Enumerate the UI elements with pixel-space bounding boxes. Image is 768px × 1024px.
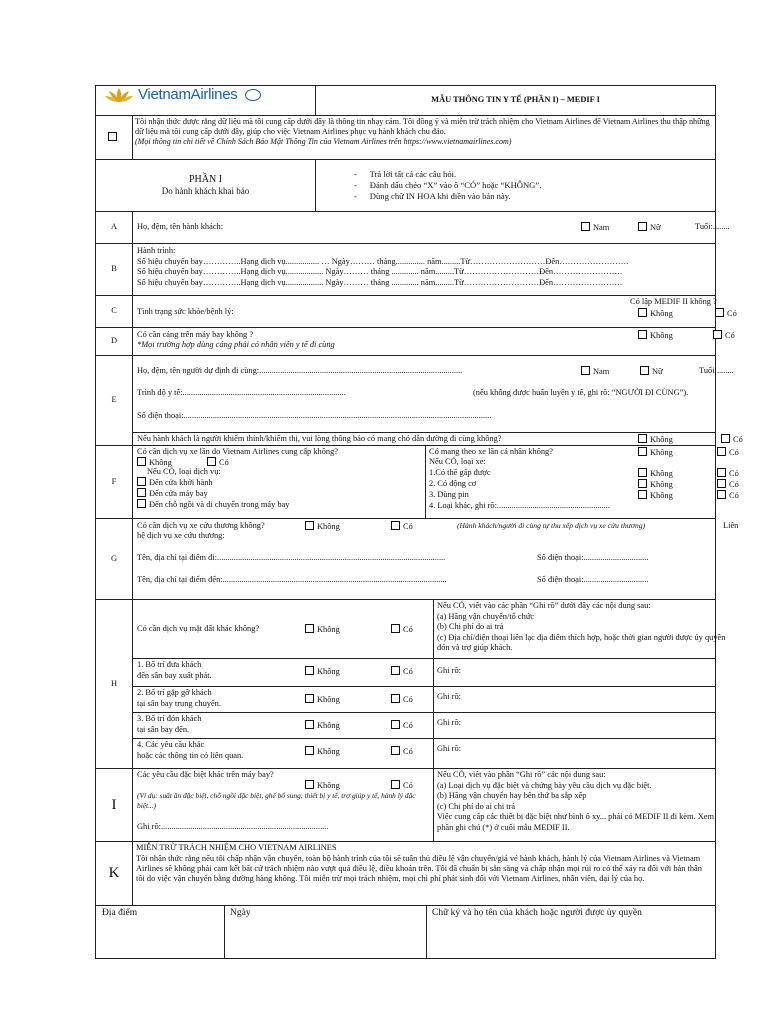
stretcher-no-checkbox[interactable]: [638, 330, 647, 339]
h-item-3-yes-checkbox[interactable]: [391, 720, 400, 729]
ambulance-question: Có cần dịch vụ xe cứu thương không?: [137, 521, 265, 530]
stretcher-yes-checkbox[interactable]: [713, 330, 722, 339]
health-condition-field[interactable]: Tình trạng sức khỏe/bệnh lý:: [137, 307, 234, 316]
section-d-label: D: [96, 328, 133, 356]
female-checkbox[interactable]: [638, 222, 647, 231]
ambulance-note: (Hành khách/người đi cùng tự thu xếp dịch vụ xe cứu thương): [457, 521, 646, 530]
ambulance-contact-label: hệ dịch vụ xe cứu thương:: [137, 531, 225, 540]
lotus-logo-icon: [104, 86, 134, 104]
ambulance-destination-phone[interactable]: Số điện thoại:...............................: [537, 575, 649, 584]
wheelchair-no-checkbox[interactable]: [137, 457, 146, 466]
section-b-label: B: [96, 244, 133, 296]
part1-title: PHẦN I: [188, 173, 223, 185]
part1-subtitle: Do hành khách khai báo: [161, 185, 250, 196]
ground-service-instructions: Nếu CÓ, viết vào các phần “Ghi rõ” dưới đây các nội dung sau: (a) Hãng vận chuyển/tổ chức (b) Chi phí do ai trả (c) Địa chỉ/điện thoại liên lạc địa điểm thích hợp, hoặc thời gian người được ủy quyền đón và trợ giúp khách.: [437, 601, 726, 653]
h-item-2-label: 2. Bố trí gặp gỡ khách tại sân bay trung chuyển.: [137, 688, 221, 708]
medif2-yes-checkbox[interactable]: [715, 308, 724, 317]
h-item-1-specify[interactable]: Ghi rõ:: [437, 666, 461, 675]
chair-foldable-label: 1.Có thể gấp được: [429, 468, 491, 477]
section-a-label: A: [96, 212, 133, 244]
motor-yes-checkbox[interactable]: [717, 479, 726, 488]
ground-service-no-checkbox[interactable]: [305, 624, 314, 633]
medif-form: [95, 85, 743, 957]
instruction-1: - Trả lời tất cả các câu hỏi.: [354, 169, 457, 179]
guide-dog-question: Nếu hành khách là người khiếm thính/khiếm thị, vui lòng thông báo có mang chó dẫn đường đi cùng không?: [137, 434, 502, 443]
skyteam-icon: [245, 89, 261, 101]
logo-text: VietnamAirlines: [138, 85, 238, 103]
foldable-yes-checkbox[interactable]: [717, 468, 726, 477]
guide-dog-no-checkbox[interactable]: [638, 434, 647, 443]
stretcher-question: Có cần cáng trên máy bay không ?: [137, 330, 254, 339]
h-item-3-specify[interactable]: Ghi rõ:: [437, 718, 461, 727]
battery-no-checkbox[interactable]: [638, 490, 647, 499]
special-request-yes-checkbox[interactable]: [391, 780, 400, 789]
itinerary-label: Hành trình:: [137, 246, 176, 255]
wheelchair-question: Có cần dịch vụ xe lăn do Vietnam Airlines cung cấp không?: [137, 447, 338, 456]
escort-male-checkbox[interactable]: [581, 366, 590, 375]
instruction-2: - Đánh dấu chéo “X” vào ô “CÓ” hoặc “KHÔNG”.: [354, 180, 542, 190]
flight-row-2[interactable]: Số hiệu chuyến bay…………..Hạng dịch vụ.................. Ngày……… tháng ............. năm.........Từ………………………Đến…………………….: [137, 267, 623, 277]
section-f-label: F: [96, 446, 133, 519]
special-request-specify[interactable]: Ghi rõ:................................................................................: [137, 822, 329, 831]
chair-motor-label: 2. Có động cơ: [429, 479, 477, 488]
male-checkbox[interactable]: [581, 222, 590, 231]
special-request-no-checkbox[interactable]: [305, 780, 314, 789]
escort-female-checkbox[interactable]: [640, 366, 649, 375]
section-e-label: E: [96, 356, 133, 446]
h-item-2-no-checkbox[interactable]: [305, 694, 314, 703]
h-item-2-yes-checkbox[interactable]: [391, 694, 400, 703]
own-wheelchair-question: Có mang theo xe lăn cá nhân không?: [429, 447, 553, 456]
h-item-2-specify[interactable]: Ghi rõ:: [437, 692, 461, 701]
section-h-label: H: [96, 600, 133, 769]
wheelchair-yes-checkbox[interactable]: [207, 457, 216, 466]
section-i-label: I: [96, 769, 133, 842]
guide-dog-yes-checkbox[interactable]: [721, 434, 730, 443]
medif2-no-checkbox[interactable]: [638, 308, 647, 317]
form-title: MẪU THÔNG TIN Y TẾ (PHẦN I) – MEDIF I: [316, 86, 716, 116]
special-request-question: Các yêu cầu đặc biệt khác trên máy bay?: [137, 770, 274, 779]
date-field[interactable]: Ngày: [230, 908, 251, 918]
section-k-label: K: [96, 842, 133, 906]
own-wheelchair-yes-checkbox[interactable]: [717, 447, 726, 456]
escort-name-field[interactable]: Họ, đệm, tên người dự định đi cùng:.................................................................................................: [137, 366, 463, 375]
special-request-instructions: Nếu CÓ, viết vào phần “Ghi rõ” các nội dung sau: (a) Loại dịch vụ đặc biệt và chứng bày yêu cầu dịch vụ đặc biệt. (b) Hãng vận chuyển hay bên thứ ba sắp xếp (c) Chi phí do ai chi trả Việc cung cấp các thiết bị đặc biệt như bình ô xy... phải có MEDIF II đi kèm. Xem phần ghi chú (*) ở cuối mẫu MEDIF II.: [437, 770, 714, 832]
h-item-1-yes-checkbox[interactable]: [391, 666, 400, 675]
instruction-3: - Dùng chữ IN HOA khi điền vào bản này.: [354, 191, 511, 201]
wheelchair-aircraft-door-checkbox[interactable]: [137, 488, 146, 497]
consent-text: Tôi nhận thức được rằng dữ liệu mà tôi cung cấp dưới đây là thông tin nhạy cảm. Tôi đồng ý và miễn trừ trách nhiệm cho Vietnam Airlines để Vietnam Airlines thu thập những dữ liệu mà tôi cung cấp dưới đây, giúp cho việc Vietnam Airlines phục vụ hành khách chu đáo.: [135, 117, 710, 136]
ground-service-yes-checkbox[interactable]: [391, 624, 400, 633]
age-field[interactable]: Tuổi:........: [695, 222, 730, 231]
battery-yes-checkbox[interactable]: [717, 490, 726, 499]
disclaimer-text: Tôi nhận thức rằng nếu tôi chấp nhận vận chuyển, toàn bộ hành trình của tôi sẽ tuân thủ điều lệ vận chuyển/giá vé hành khách, hành lý của Vietnam Airlines và Vietnam Airlines sẽ không phải cam kết bất cứ trách nhiệm nào vượt quá điều lệ, điều khoản trên. Tôi đã chuẩn bị sẵn sàng và chấp nhận mọi rủi ro có thể xảy ra đối với bản thân tôi do việc vận chuyển bằng đường hàng không. Tôi miễn trừ mọi trách nhiệm, mọi chi phí phát sinh đối với Vietnam Airlines, nhân viên, đại lý của họ.: [136, 853, 702, 884]
h-item-4-specify[interactable]: Ghi rõ:: [437, 744, 461, 753]
ambulance-destination-field[interactable]: Tên, địa chỉ tại điểm đến:...........................................................................................................: [137, 575, 447, 584]
h-item-4-yes-checkbox[interactable]: [391, 746, 400, 755]
consent-checkbox[interactable]: [108, 132, 117, 141]
section-c-label: C: [96, 296, 133, 328]
escort-age-field[interactable]: Tuổi:........: [699, 366, 734, 375]
ambulance-no-checkbox[interactable]: [305, 521, 314, 530]
wheelchair-seat-checkbox[interactable]: [137, 499, 146, 508]
passenger-name-field[interactable]: Họ, đệm, tên hành khách:: [137, 222, 224, 231]
h-item-4-label: 4. Các yêu cầu khác hoặc các thông tin có liên quan.: [137, 740, 244, 760]
consent-note: (Mọi thông tin chi tiết về Chính Sách Bảo Mật Thông Tin của Vietnam Airlines trên https://www.vietnamairlines.com): [135, 137, 512, 146]
qualification-note: (nếu không được huấn luyện y tế, ghi rõ: “NGƯỜI ĐI CÙNG”).: [473, 388, 689, 397]
place-field[interactable]: Địa điểm: [102, 908, 138, 918]
disclaimer-title: MIỄN TRỪ TRÁCH NHIỆM CHO VIETNAM AIRLINES: [136, 843, 337, 852]
h-item-1-label: 1. Bố trí đưa khách đến sân bay xuất phát.: [137, 660, 212, 680]
medical-qualification-field[interactable]: Trình độ y tế:..............................................................................: [137, 388, 346, 397]
h-item-3-label: 3. Bố trí đón khách tại sân bay đến.: [137, 714, 202, 734]
h-item-3-no-checkbox[interactable]: [305, 720, 314, 729]
stretcher-note: *Mọi trường hợp dùng cáng phải có nhân viên y tế đi cùng: [137, 340, 335, 349]
wheelchair-type-label: Nếu CÓ, loại dịch vụ:: [147, 467, 221, 476]
ground-service-question: Có cần dịch vụ mặt đất khác không?: [137, 624, 260, 633]
escort-phone-field[interactable]: Số điện thoại:...................................................................................................................................................: [137, 411, 492, 420]
form-table: VietnamAirlines MẪU THÔNG TIN Y TẾ (PHẦN I) – MEDIF I Tôi nhận thức được rằng dữ liệu mà tôi cung cấp dưới đây là thông tin nhạy cảm. Tôi đồng ý và miễn trừ trách nhiệm cho Vietnam Airlines để Vietnam Airlines thu thập những dữ liệu mà tôi cung cấp dưới đây, giúp cho việc Vietnam Airlines phục vụ hành khách chu đáo. (Mọi thông tin chi tiết về Chính Sách Bảo Mật Thông Tin của Vietnam Airlines trên https://www.vietnamairlines.com) PHẦN I Do hành khách khai báo - Trả lời tất cả các câu hỏi. - Đánh dấu chéo “X” vào ô “CÓ” hoặc “KHÔNG”. - Dùng chữ IN HOA khi điền vào bản này. A Họ, đệm, tên hành khách: Nam Nữ Tuổi:........ B Hành trình: Số hiệu chuyến bay…………..Hạng dịch vụ................ … Ngày……… tháng.............. năm.........Từ………………………Đến……………………. Số hiệu chuyến bay…………..Hạng dịch vụ.................. Ngày……… tháng ............. năm.........Từ………………………Đến……………………. Số hiệu chuyến bay…………..Hạng dịch vụ.................. Ngày……… tháng ............. năm.........Từ………………………Đến……………………. C Tình trạng sức khỏe/bệnh lý: Có lập MEDIF II không ? Không Có D Có cần cáng trên máy bay không ? *Mọi trường hợp dùng cáng phải có nhân viên y tế đi cùng Không Có E Họ, đệm, tên người dự định đi cùng:................................................................................................. Nam Nữ Tuổi:........ Trình độ y tế:.............................................................................. (nếu không được huấn luyện y tế, ghi rõ: “NGƯỜI ĐI CÙNG”). Số điện thoại:................................................................................................................................................... Nếu hành khách là người khiếm thính/khiếm thị, vui lòng thông báo có mang chó dẫn đường đi cùng không? Không Có F Có cần dịch vụ xe lăn do Vietnam Airlines cung cấp không? Không Có Nếu CÓ, loại dịch vụ: Đến cửa khởi hành Đến cửa máy bay Đến chỗ ngồi và di chuyển trong máy bay Có mang theo xe lăn cá nhân không? Không Có Nếu CÓ, loại xe: 1.Có thể gấp được Không Có 2. Có động cơ Không Có 3. Dùng pin Không Có 4. Loại khác, ghi rõ:...................................................... G Có cần dịch vụ xe cứu thương không? Không Có (Hành khách/người đi cùng tự thu xếp dịch vụ xe cứu thương) Liên hệ dịch vụ xe cứu thương: Tên, địa chỉ tại điểm đi:............................................................................................................. Số điện thoại:............................... Tên, địa chỉ tại điểm đến:........................................................................................................... Số điện thoại:............................... H Có cần dịch vụ mặt đất khác không? Không Có Nếu CÓ, viết vào các phần “Ghi rõ” dưới đây các nội dung sau: (a) Hãng vận chuyển/tổ chức (b) Chi phí do ai trả (c) Địa chỉ/điện thoại liên lạc địa điểm thích hợp, hoặc thời gian người được ủy quyền đón và trợ giúp khách. 1. Bố trí đưa khách đến sân bay xuất phát. Không Có Ghi rõ: 2. Bố trí gặp gỡ khách tại sân bay trung chuyển. Không Có Ghi rõ: 3. Bố trí đón khách tại sân bay đến. Không Có Ghi rõ: 4. Các yêu cầu khác hoặc các thông tin có liên quan. Không Có Ghi rõ: I Các yêu cầu đặc biệt khác trên máy bay? Không Có (Ví dụ: suất ăn đặc biệt, chỗ ngồi đặc biệt, ghế bổ sung, thiết bị y tế, trợ giúp y tế, hành lý đặc biệt...) Ghi rõ:................................................................................ Nếu CÓ, viết vào phần “Ghi rõ” các nội dung sau: (a) Loại dịch vụ đặc biệt và chứng bày yêu cầu dịch vụ đặc biệt. (b) Hãng vận chuyển hay bên thứ ba sắp xếp (c) Chi phí do ai chi trả Việc cung cấp các thiết bị đặc biệt như bình ô xy... phải có MEDIF II đi kèm. Xem phần ghi chú (*) ở cuối mẫu MEDIF II. K MIỄN TRỪ TRÁCH NHIỆM CHO VIETNAM AIRLINES Tôi nhận thức rằng nếu tôi chấp nhận vận chuyển, toàn bộ hành trình của tôi sẽ tuân thủ điều lệ vận chuyển/giá vé hành khách, hành lý của Vietnam Airlines và Vietnam Airlines sẽ không phải cam kết bất cứ trách nhiệm nào vượt quá điều lệ, điều khoản trên. Tôi đã chuẩn bị sẵn sàng và chấp nhận mọi rủi ro có thể xảy ra đối với bản thân tôi do việc vận chuyển bằng đường hàng không. Tôi miễn trừ mọi trách nhiệm, mọi chi phí phát sinh đối với Vietnam Airlines, nhân viên, đại lý của họ. Địa điểm Ngày Chữ ký và họ tên của khách hoặc người được ủy quyền: [95, 85, 716, 959]
ambulance-origin-field[interactable]: Tên, địa chỉ tại điểm đi:.............................................................................................................: [137, 553, 446, 562]
ambulance-yes-checkbox[interactable]: [391, 521, 400, 530]
medif2-question: Có lập MEDIF II không ?: [630, 297, 717, 306]
section-g-label: G: [96, 519, 133, 600]
h-item-1-no-checkbox[interactable]: [305, 666, 314, 675]
flight-row-1[interactable]: Số hiệu chuyến bay…………..Hạng dịch vụ................ … Ngày……… tháng.............. năm.........Từ………………………Đến…………………….: [137, 256, 629, 266]
signature-field[interactable]: Chữ ký và họ tên của khách hoặc người được ủy quyền: [432, 908, 642, 918]
wheelchair-gate-checkbox[interactable]: [137, 477, 146, 486]
foldable-no-checkbox[interactable]: [638, 468, 647, 477]
chair-battery-label: 3. Dùng pin: [429, 490, 469, 499]
ambulance-origin-phone[interactable]: Số điện thoại:...............................: [537, 553, 649, 562]
own-wheelchair-type-label: Nếu CÓ, loại xe:: [429, 457, 486, 466]
own-wheelchair-no-checkbox[interactable]: [638, 447, 647, 456]
chair-other-field[interactable]: 4. Loại khác, ghi rõ:......................................................: [429, 501, 610, 510]
special-request-example: (Ví dụ: suất ăn đặc biệt, chỗ ngồi đặc biệt, ghế bổ sung, thiết bị y tế, trợ giúp y tế, hành lý đặc biệt...): [137, 791, 416, 810]
logo-cell: [96, 86, 316, 116]
h-item-4-no-checkbox[interactable]: [305, 746, 314, 755]
motor-no-checkbox[interactable]: [638, 479, 647, 488]
flight-row-3[interactable]: Số hiệu chuyến bay…………..Hạng dịch vụ.................. Ngày……… tháng ............. năm.........Từ………………………Đến…………………….: [137, 277, 623, 287]
